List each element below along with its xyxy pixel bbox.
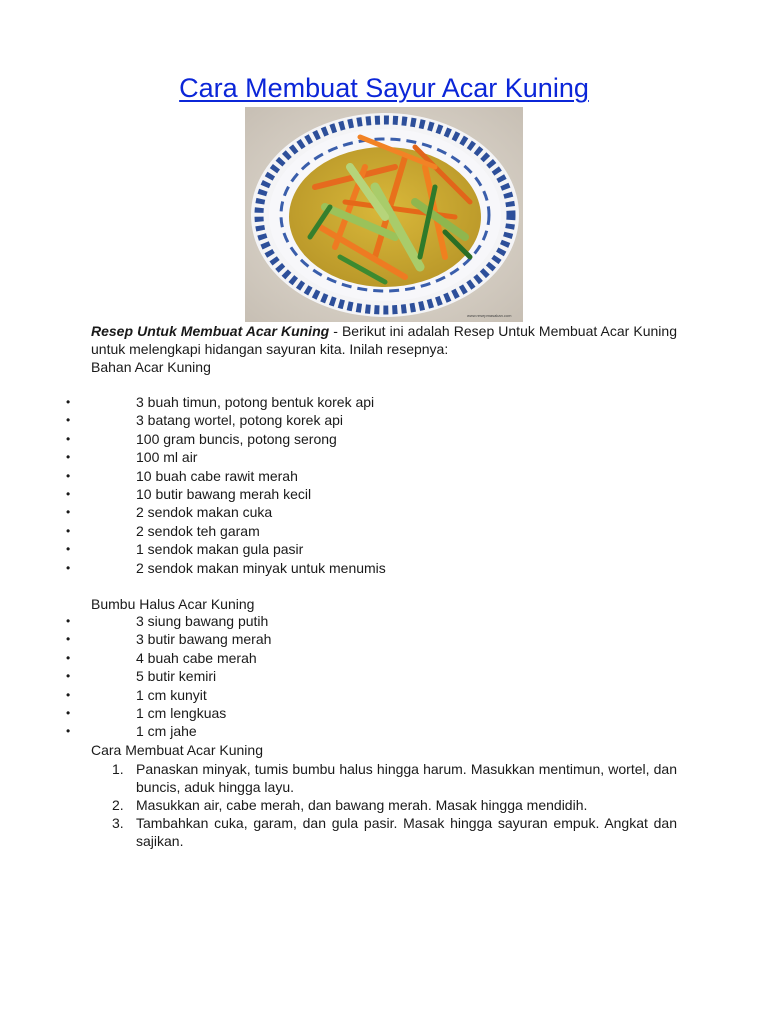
- spice-item: [0, 722, 271, 740]
- ingredient-item: [0, 503, 386, 521]
- ingredient-item-text: 10 buah cabe rawit merah: [136, 467, 298, 484]
- step-number: 3.: [112, 815, 124, 831]
- step-number: 1.: [112, 761, 124, 777]
- ingredient-item-text: 2 sendok makan minyak untuk menumis: [136, 559, 386, 576]
- bullet-icon: •: [66, 614, 71, 628]
- bumbu-heading: Bumbu Halus Acar Kuning: [91, 596, 255, 612]
- intro-separator: -: [329, 323, 342, 339]
- spice-item-text: 3 siung bawang putih: [136, 613, 269, 629]
- step-text: Panaskan minyak, tumis bumbu halus hingga harum. Masukkan mentimun, wortel, dan buncis, aduk hingga layu.: [136, 761, 677, 795]
- ingredient-item-text: 10 butir bawang merah kecil: [136, 486, 312, 503]
- bullet-icon: •: [66, 450, 71, 465]
- bullet-icon: •: [66, 395, 71, 409]
- ingredient-item-text: 3 buah timun, potong bentuk korek api: [136, 394, 375, 410]
- ingredient-item-text: 100 ml air: [136, 449, 198, 466]
- intro-body: Berikut ini adalah Resep Untuk Membuat Acar Kuning untuk melengkapi hidangan sayuran kita. Inilah resepnya:: [91, 323, 677, 357]
- spice-item-text: 3 butir bawang merah: [136, 631, 272, 648]
- bullet-icon: •: [66, 632, 71, 647]
- spice-item: [0, 704, 271, 722]
- bullet-icon: •: [66, 706, 71, 721]
- step-number: 2.: [112, 797, 124, 813]
- bullet-icon: •: [66, 468, 71, 483]
- step-item: [0, 760, 677, 796]
- bahan-heading: Bahan Acar Kuning: [91, 359, 211, 375]
- bullet-icon: •: [66, 413, 71, 428]
- spice-item: [0, 649, 271, 667]
- bullet-icon: •: [66, 487, 71, 502]
- spice-item-text: 1 cm jahe: [136, 723, 197, 740]
- spice-item-text: 4 buah cabe merah: [136, 649, 257, 666]
- bullet-icon: •: [66, 687, 71, 702]
- intro-paragraph: [91, 322, 677, 376]
- ingredient-item: [0, 448, 386, 466]
- ingredient-item: [0, 540, 386, 558]
- ingredient-item-text: 2 sendok makan cuka: [136, 504, 273, 521]
- step-item: [0, 796, 677, 814]
- cara-heading: Cara Membuat Acar Kuning: [91, 742, 263, 758]
- spice-item-text: 5 butir kemiri: [136, 668, 217, 685]
- bullet-icon: •: [66, 560, 71, 575]
- spice-item: [0, 630, 271, 648]
- ingredient-item-text: 100 gram buncis, potong serong: [136, 430, 337, 447]
- steps-list: [0, 760, 677, 850]
- spice-item: [0, 612, 271, 630]
- recipe-photo: [245, 107, 523, 322]
- page-title[interactable]: Cara Membuat Sayur Acar Kuning: [179, 73, 589, 103]
- bullet-icon: •: [66, 669, 71, 684]
- bullet-icon: •: [66, 431, 71, 446]
- ingredient-item: [0, 467, 386, 485]
- acar-plate-image: [245, 107, 523, 322]
- bullet-icon: •: [66, 523, 71, 538]
- step-text: Tambahkan cuka, garam, dan gula pasir. Masak hingga sayuran empuk. Angkat dan sajikan.: [136, 815, 677, 849]
- ingredient-item-text: 1 sendok makan gula pasir: [136, 541, 304, 558]
- spice-item-text: 1 cm lengkuas: [136, 705, 227, 722]
- bullet-icon: •: [66, 505, 71, 520]
- ingredients-list: [0, 393, 386, 577]
- ingredient-item: [0, 485, 386, 503]
- bullet-icon: •: [66, 724, 71, 739]
- photo-watermark: www.resepmasakan.com: [467, 313, 512, 318]
- ingredient-item: [0, 430, 386, 448]
- ingredient-item-text: 3 batang wortel, potong korek api: [136, 412, 344, 429]
- spice-item-text: 1 cm kunyit: [136, 686, 207, 703]
- bullet-icon: •: [66, 542, 71, 557]
- step-text: Masukkan air, cabe merah, dan bawang merah. Masak hingga mendidih.: [136, 797, 588, 813]
- bullet-icon: •: [66, 650, 71, 665]
- ingredient-item: [0, 522, 386, 540]
- ingredient-item-text: 2 sendok teh garam: [136, 522, 260, 539]
- ingredient-item: [0, 411, 386, 429]
- ingredient-item: [0, 559, 386, 577]
- ingredient-item: [0, 393, 386, 411]
- spice-paste-list: [0, 612, 271, 741]
- intro-lead: Resep Untuk Membuat Acar Kuning: [91, 323, 330, 339]
- step-item: [0, 814, 677, 850]
- spice-item: [0, 686, 271, 704]
- spice-item: [0, 667, 271, 685]
